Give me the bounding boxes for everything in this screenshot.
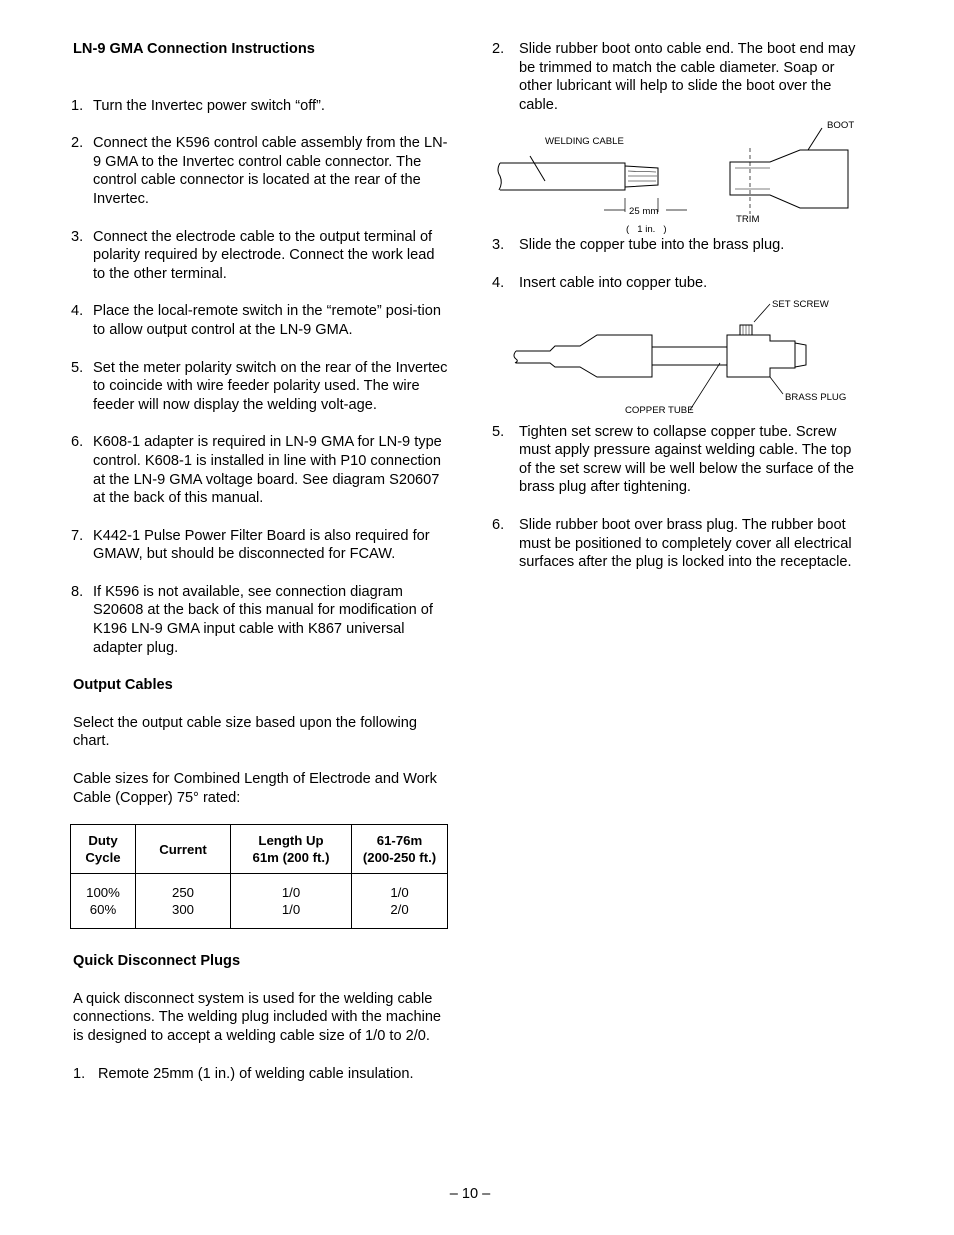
item-text: If K596 is not available, see connection diagram S20608 at the back of this manual for modification of K196 LN-9 GMA input cable with K867 universal adapter plug.	[93, 583, 433, 656]
item-text: Connect the K596 control cable assembly from the LN-9 GMA to the Invertec control cable connector. The control cable connector is located at the rear of the Invertec.	[93, 135, 448, 207]
cell-current: 250 300	[136, 874, 231, 929]
item-text: K608-1 adapter is required in LN-9 GMA for LN-9 type control. K608-1 is installed in line with P10 connection at the LN-9 GMA voltage board. See diagram S20607 at the back of this manual.	[93, 434, 442, 507]
cell-duty-cycle: 100% 60%	[71, 874, 136, 929]
table-header-row	[71, 825, 448, 874]
set-screw-label: SET SCREW	[772, 298, 829, 310]
item-number: 3.	[492, 237, 505, 254]
item-text: Place the local-remote switch in the “remote” posi-tion to allow output control at the LN-9 GMA.	[93, 303, 441, 338]
item-text: K442-1 Pulse Power Filter Board is also required for GMAW, but should be disconnected for FCAW.	[93, 527, 430, 563]
list-item	[73, 228, 449, 284]
section-heading: LN-9 GMA Connection Instructions	[73, 41, 315, 57]
output-cables-heading: Output Cables	[73, 677, 173, 694]
item-number: 4.	[71, 303, 84, 320]
header-length-up: Length Up 61m (200 ft.)	[231, 825, 352, 874]
cable-sizes-paragraph: Cable sizes for Combined Length of Electrode and Work Cable (Copper) 75° rated:	[73, 771, 437, 806]
list-item	[492, 236, 864, 255]
header-length-range: 61-76m (200-250 ft.)	[352, 825, 448, 874]
cell-length-up: 1/0 1/0	[231, 874, 352, 929]
dimension-inch-label: ( 1 in. )	[626, 224, 667, 235]
item-text: Slide rubber boot onto cable end. The boot end may be trimmed to match the cable diameter. Soap or other lubricant will help to slide the boot over the cable.	[519, 41, 856, 113]
list-item	[73, 433, 449, 507]
item-number: 3.	[71, 228, 84, 245]
item-text: Connect the electrode cable to the output terminal of polarity required by electrode. Connect the work lead to the other terminal.	[93, 228, 435, 282]
quick-disconnect-heading: Quick Disconnect Plugs	[73, 953, 241, 970]
table-row	[71, 874, 448, 929]
item-text: Tighten set screw to collapse copper tube. Screw must apply pressure against welding cable. The top of the set screw will be well below the surface of the brass plug after tightening.	[519, 423, 855, 496]
cell-length-range: 1/0 2/0	[352, 874, 448, 929]
list-item	[73, 583, 449, 657]
cable-size-table	[70, 824, 448, 929]
boot-label: BOOT	[827, 120, 855, 132]
item-text: Insert cable into copper tube.	[519, 274, 708, 291]
quick-disconnect-paragraph: A quick disconnect system is used for the welding cable connections. The welding plug included with the machine is designed to accept a welding cable size of 1/0 to 2/0.	[73, 990, 442, 1044]
list-item	[492, 274, 864, 293]
list-item	[492, 40, 864, 114]
item-number: 1.	[71, 97, 84, 114]
item-number: 6.	[71, 434, 84, 451]
item-text: Slide the copper tube into the brass plug.	[519, 237, 785, 254]
right-column	[492, 38, 864, 572]
item-number: 6.	[492, 516, 505, 533]
item-number: 5.	[71, 359, 84, 376]
cable-boot-diagram	[492, 116, 864, 234]
left-column	[73, 38, 449, 1083]
list-item	[73, 527, 449, 564]
brass-plug-label: BRASS PLUG	[785, 391, 847, 403]
item-number: 2.	[492, 41, 505, 57]
output-cables-paragraph: Select the output cable size based upon the following chart.	[73, 714, 418, 750]
page-number: – 10 –	[449, 1186, 491, 1202]
dimension-mm-label: 25 mm	[629, 206, 659, 218]
welding-cable-label: WELDING CABLE	[545, 136, 624, 148]
item-number: 4.	[492, 274, 505, 291]
list-item	[492, 516, 864, 572]
list-item	[73, 1065, 449, 1084]
item-text: Turn the Invertec power switch “off”.	[93, 97, 325, 114]
item-number: 1.	[73, 1065, 86, 1082]
item-number: 8.	[71, 583, 84, 600]
header-current: Current	[136, 825, 231, 874]
list-item	[73, 97, 449, 116]
item-text: Slide rubber boot over brass plug. The rubber boot must be positioned to completely cover all electrical surfaces after the plug is locked into the receptacle.	[519, 516, 852, 571]
copper-tube-label: COPPER TUBE	[625, 404, 694, 416]
brass-plug-diagram	[492, 295, 864, 423]
list-item	[73, 134, 449, 208]
item-text: Remote 25mm (1 in.) of welding cable insulation.	[98, 1065, 414, 1082]
list-item	[73, 302, 449, 339]
item-number: 2.	[71, 135, 84, 152]
header-duty-cycle: Duty Cycle	[71, 825, 136, 874]
list-item	[73, 359, 449, 415]
instruction-list	[73, 97, 449, 658]
item-number: 7.	[71, 527, 84, 544]
list-item	[492, 423, 864, 497]
item-number: 5.	[492, 423, 505, 440]
trim-label: TRIM	[736, 214, 760, 226]
item-text: Set the meter polarity switch on the rear of the Invertec to coincide with wire feeder polarity used. The wire feeder will now display the welding volt-age.	[93, 359, 448, 413]
